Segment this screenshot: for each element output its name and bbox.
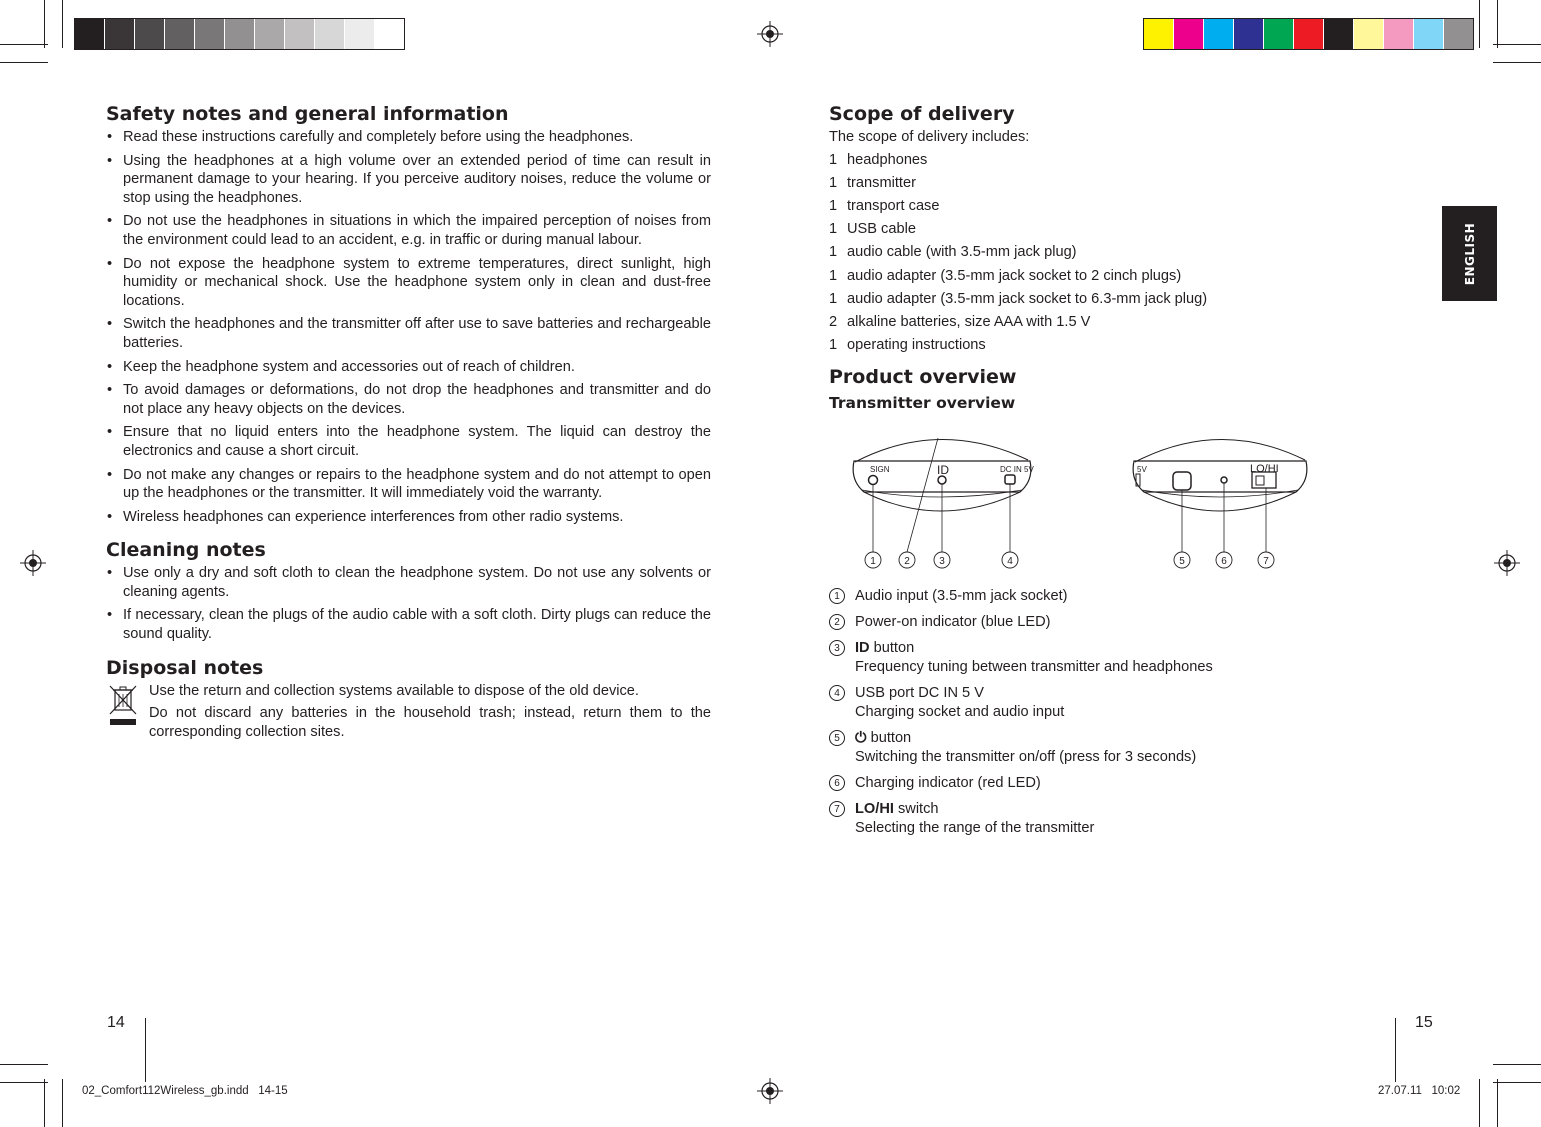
gray-swatch [284,19,314,49]
language-tab [1442,206,1497,301]
overview-subtitle: Transmitter overview [829,393,1016,412]
legend-description: Switching the transmitter on/off (press for 3 seconds) [855,749,1197,765]
disposal-text-1: Use the return and collection systems available to dispose of the old device. [149,682,639,699]
gray-swatch [374,19,404,49]
gray-swatch [344,19,374,49]
color-swatch [1383,19,1413,49]
scope-title: Scope of delivery [829,103,1015,125]
crossed-out-bin-icon [106,684,140,730]
left-page [106,102,711,741]
color-swatch [1443,19,1473,49]
callout-number: 5 [1179,556,1185,567]
scope-item [829,220,1299,239]
gray-swatch [224,19,254,49]
scope-item-qty: 1 [829,151,838,168]
slug-file: 02_Comfort112Wireless_gb.indd 14-15 [82,1085,288,1097]
legend-description: Frequency tuning between transmitter and headphones [855,659,1213,675]
scope-item-text: audio cable (with 3.5-mm jack plug) [847,244,1077,261]
color-swatch [1144,19,1173,49]
scope-item-text: transmitter [847,174,916,191]
scope-item [829,290,1299,309]
safety-title: Safety notes and general information [106,103,509,125]
diagram-id-label: ID [937,463,949,477]
registration-target-icon [20,550,46,576]
legend-text: Audio input (3.5-mm jack socket) [855,588,1068,604]
registration-target-icon [1494,550,1520,576]
color-swatch [1233,19,1263,49]
scope-item-qty: 1 [829,197,838,214]
color-swatch [1173,19,1203,49]
diagram-5v-label: 5V [1137,465,1147,474]
legend-number: 1 [829,588,845,604]
grayscale-bar [74,18,405,50]
callout-number: 3 [939,556,945,567]
gray-swatch [164,19,194,49]
scope-list [829,151,1299,355]
legend-bold-label: LO/HI [855,801,894,817]
safety-item: • Do not expose the headphone system to extreme temperatures, direct sunlight, high humidity or mechanical shock. Use the headphone system only in clean and dust-free locations. [106,255,711,311]
disposal-title: Disposal notes [106,656,264,679]
legend-number: 2 [829,614,845,630]
gray-swatch [75,19,104,49]
scope-item-qty: 1 [829,290,838,307]
gray-swatch [254,19,284,49]
page-number-right: 15 [1415,1014,1433,1031]
page-number-left: 14 [107,1014,125,1031]
safety-item: • Wireless headphones can experience interferences from other radio systems. [106,508,711,527]
scope-item [829,174,1299,193]
legend-item [829,639,1299,677]
legend-text: Charging indicator (red LED) [855,775,1041,791]
color-swatch [1413,19,1443,49]
disposal-block [106,682,711,742]
scope-item-qty: 1 [829,221,838,238]
scope-item [829,336,1299,355]
registration-target-icon [757,1078,783,1104]
diagram-dcin-label: DC IN 5V [1000,465,1034,474]
diagram-lohi-label: LO/HI [1250,463,1279,475]
language-tab-label: ENGLISH [1462,222,1477,285]
scope-item-qty: 1 [829,337,838,354]
callout-number: 2 [904,556,910,567]
legend-number: 4 [829,685,845,701]
legend-text: button [869,640,915,656]
safety-item: • Using the headphones at a high volume over an extended period of time can result in permanent damage to your hearing. If you perceive auditory noises, reduce the volume or stop using the headphones. [106,152,711,208]
legend-item [829,684,1299,722]
safety-item: • Ensure that no liquid enters into the headphone system. The liquid can destroy the electronics and cause a short circuit. [106,423,711,460]
color-swatch [1323,19,1353,49]
scope-item [829,243,1299,262]
cleaning-item: • If necessary, clean the plugs of the audio cable with a soft cloth. Dirty plugs can reduce the sound quality. [106,606,711,643]
scope-item-qty: 1 [829,244,838,261]
legend-item [829,613,1299,632]
legend-text: switch [893,801,939,817]
scope-item-qty: 1 [829,174,838,191]
legend-text: USB port DC IN 5 V [855,685,984,701]
gray-swatch [194,19,224,49]
cleaning-title: Cleaning notes [106,539,266,562]
color-swatch [1263,19,1293,49]
legend-number: 3 [829,640,845,656]
safety-item: • Do not use the headphones in situations in which the impaired perception of noises from the environment could lead to an accident, e.g. in traffic or during manual labour. [106,212,711,249]
legend-item [829,800,1299,838]
scope-item-qty: 1 [829,267,838,284]
callout-number: 4 [1007,556,1013,567]
scope-item-text: transport case [847,197,940,214]
callout-number: 1 [870,556,876,567]
legend-item [829,587,1299,606]
disposal-text-2: Do not discard any batteries in the household trash; instead, return them to the corresponding collection sites. [149,705,711,740]
scope-item [829,313,1299,332]
callout-number: 7 [1263,556,1269,567]
legend-description: Selecting the range of the transmitter [855,820,1095,836]
scope-item [829,267,1299,286]
legend-number: 5 [829,730,845,746]
legend-item [829,774,1299,793]
slug-date: 27.07.11 10:02 [1378,1085,1461,1097]
scope-item-text: operating instructions [847,337,986,354]
scope-item-text: audio adapter (3.5-mm jack socket to 6.3-mm jack plug) [847,290,1208,307]
scope-item-qty: 2 [829,313,838,330]
diagram-callouts [865,552,1274,568]
legend-text: Power-on indicator (blue LED) [855,614,1051,630]
scope-item-text: USB cable [847,221,916,238]
legend-description: Charging socket and audio input [855,704,1065,720]
gray-swatch [314,19,344,49]
safety-item: • Do not make any changes or repairs to the headphone system and do not attempt to open up the headphones or the transmitter. It will immediately void the warranty. [106,466,711,503]
safety-item: • Read these instructions carefully and completely before using the headphones. [106,128,711,147]
legend-text: button [866,730,912,746]
power-icon: ⏻ [855,730,867,746]
scope-item [829,197,1299,216]
scope-item-text: alkaline batteries, size AAA with 1.5 V [847,313,1091,330]
scope-item-text: headphones [847,151,928,168]
transmitter-diagram [850,430,1320,575]
color-swatch [1353,19,1383,49]
scope-item-text: audio adapter (3.5-mm jack socket to 2 cinch plugs) [847,267,1182,284]
overview-title: Product overview [829,365,1017,388]
right-page [829,102,1299,414]
cleaning-list [106,564,711,643]
callout-number: 6 [1221,556,1227,567]
safety-item: • Keep the headphone system and accessories out of reach of children. [106,358,711,377]
gray-swatch [134,19,164,49]
overview-legend [829,587,1299,845]
color-process-bar [1143,18,1474,50]
legend-bold-label: ID [855,640,870,656]
legend-number: 6 [829,775,845,791]
color-swatch [1203,19,1233,49]
cleaning-item: • Use only a dry and soft cloth to clean the headphone system. Do not use any solvents or cleaning agents. [106,564,711,601]
color-swatch [1293,19,1323,49]
safety-item: • Switch the headphones and the transmitter off after use to save batteries and rechargeable batteries. [106,315,711,352]
gray-swatch [104,19,134,49]
safety-list [106,128,711,526]
safety-item: • To avoid damages or deformations, do not drop the headphones and transmitter and do not place any heavy objects on the devices. [106,381,711,418]
legend-item [829,729,1299,767]
legend-number: 7 [829,801,845,817]
diagram-sign-label: SIGN [870,465,890,474]
registration-target-icon [757,21,783,47]
scope-intro: The scope of delivery includes: [829,129,1030,145]
scope-item [829,151,1299,170]
